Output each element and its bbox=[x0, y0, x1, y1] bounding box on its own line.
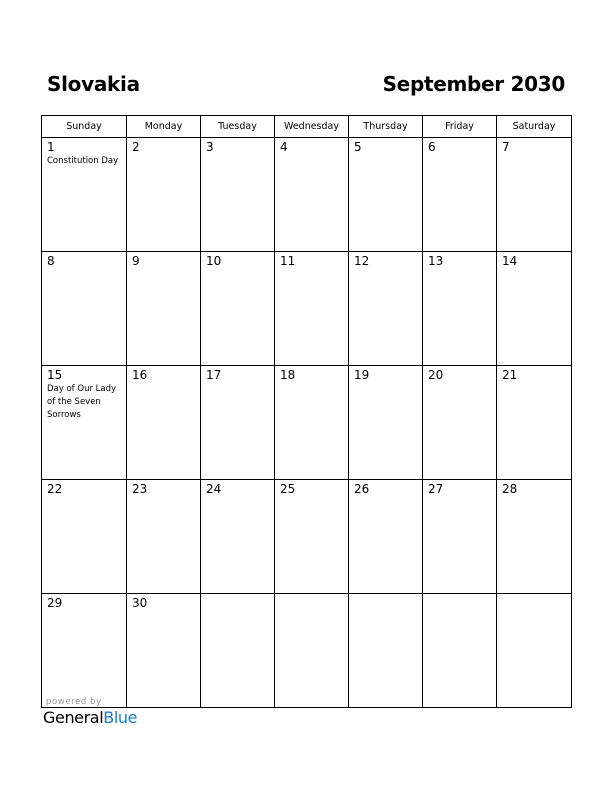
day-cell bbox=[275, 594, 349, 708]
footer-logo bbox=[43, 697, 137, 727]
day-number: 23 bbox=[132, 482, 148, 496]
day-number: 5 bbox=[354, 140, 362, 154]
day-cell bbox=[275, 252, 349, 366]
powered-by-text: powered by bbox=[46, 697, 102, 707]
day-cell bbox=[423, 252, 497, 366]
brand-general: General bbox=[43, 708, 104, 727]
day-number: 1 bbox=[47, 140, 55, 154]
day-cell bbox=[423, 594, 497, 708]
day-number: 20 bbox=[428, 368, 444, 382]
day-number: 17 bbox=[206, 368, 222, 382]
day-number: 4 bbox=[280, 140, 288, 154]
day-cell bbox=[497, 252, 572, 366]
weekday-thursday: Thursday bbox=[349, 116, 423, 138]
day-number: 3 bbox=[206, 140, 214, 154]
day-cell bbox=[349, 594, 423, 708]
day-number: 10 bbox=[206, 254, 222, 268]
weekday-saturday: Saturday bbox=[497, 116, 572, 138]
day-number: 29 bbox=[47, 596, 63, 610]
day-number: 11 bbox=[280, 254, 296, 268]
day-cell bbox=[127, 366, 201, 480]
day-cell bbox=[201, 594, 275, 708]
day-number: 12 bbox=[354, 254, 370, 268]
day-cell bbox=[349, 252, 423, 366]
day-cell bbox=[201, 138, 275, 252]
day-cell bbox=[497, 366, 572, 480]
day-cell bbox=[201, 252, 275, 366]
day-number: 8 bbox=[47, 254, 55, 268]
week-row bbox=[42, 480, 572, 594]
day-cell bbox=[497, 480, 572, 594]
day-cell bbox=[42, 366, 127, 480]
day-number: 7 bbox=[502, 140, 510, 154]
day-cell bbox=[201, 480, 275, 594]
day-number: 18 bbox=[280, 368, 296, 382]
day-number: 2 bbox=[132, 140, 140, 154]
day-cell bbox=[423, 366, 497, 480]
day-cell bbox=[127, 594, 201, 708]
holiday-label: Constitution Day bbox=[47, 156, 119, 166]
day-cell bbox=[127, 480, 201, 594]
day-cell bbox=[349, 480, 423, 594]
day-cell bbox=[127, 138, 201, 252]
weekday-wednesday: Wednesday bbox=[275, 116, 349, 138]
day-cell bbox=[423, 480, 497, 594]
day-cell bbox=[201, 366, 275, 480]
day-number: 30 bbox=[132, 596, 148, 610]
generalblue-logo bbox=[43, 708, 137, 727]
day-cell bbox=[497, 138, 572, 252]
day-number: 25 bbox=[280, 482, 296, 496]
weekday-tuesday: Tuesday bbox=[201, 116, 275, 138]
day-number: 27 bbox=[428, 482, 444, 496]
day-cell bbox=[423, 138, 497, 252]
week-row bbox=[42, 138, 572, 252]
day-cell bbox=[349, 366, 423, 480]
brand-blue: Blue bbox=[103, 708, 138, 727]
day-number: 28 bbox=[502, 482, 518, 496]
day-number: 22 bbox=[47, 482, 63, 496]
country-title: Slovakia bbox=[47, 72, 140, 96]
day-number: 16 bbox=[132, 368, 148, 382]
day-number: 21 bbox=[502, 368, 518, 382]
day-number: 26 bbox=[354, 482, 370, 496]
weekday-friday: Friday bbox=[423, 116, 497, 138]
day-number: 9 bbox=[132, 254, 140, 268]
week-row bbox=[42, 366, 572, 480]
day-cell bbox=[497, 594, 572, 708]
day-number: 6 bbox=[428, 140, 436, 154]
calendar-grid bbox=[41, 115, 572, 708]
day-cell bbox=[42, 252, 127, 366]
day-cell bbox=[42, 138, 127, 252]
weekday-sunday: Sunday bbox=[42, 116, 127, 138]
day-cell bbox=[349, 138, 423, 252]
week-row bbox=[42, 252, 572, 366]
month-title: September 2030 bbox=[382, 72, 565, 96]
day-cell bbox=[42, 594, 127, 708]
week-row bbox=[42, 594, 572, 708]
day-cell bbox=[127, 252, 201, 366]
weekday-header-row bbox=[42, 116, 572, 138]
day-cell bbox=[42, 480, 127, 594]
holiday-label: Day of Our Lady of the Seven Sorrows bbox=[47, 384, 117, 420]
day-number: 19 bbox=[354, 368, 370, 382]
day-cell bbox=[275, 480, 349, 594]
day-cell bbox=[275, 366, 349, 480]
day-cell bbox=[275, 138, 349, 252]
day-number: 13 bbox=[428, 254, 444, 268]
day-number: 24 bbox=[206, 482, 222, 496]
weekday-monday: Monday bbox=[127, 116, 201, 138]
day-number: 15 bbox=[47, 368, 63, 382]
day-number: 14 bbox=[502, 254, 518, 268]
